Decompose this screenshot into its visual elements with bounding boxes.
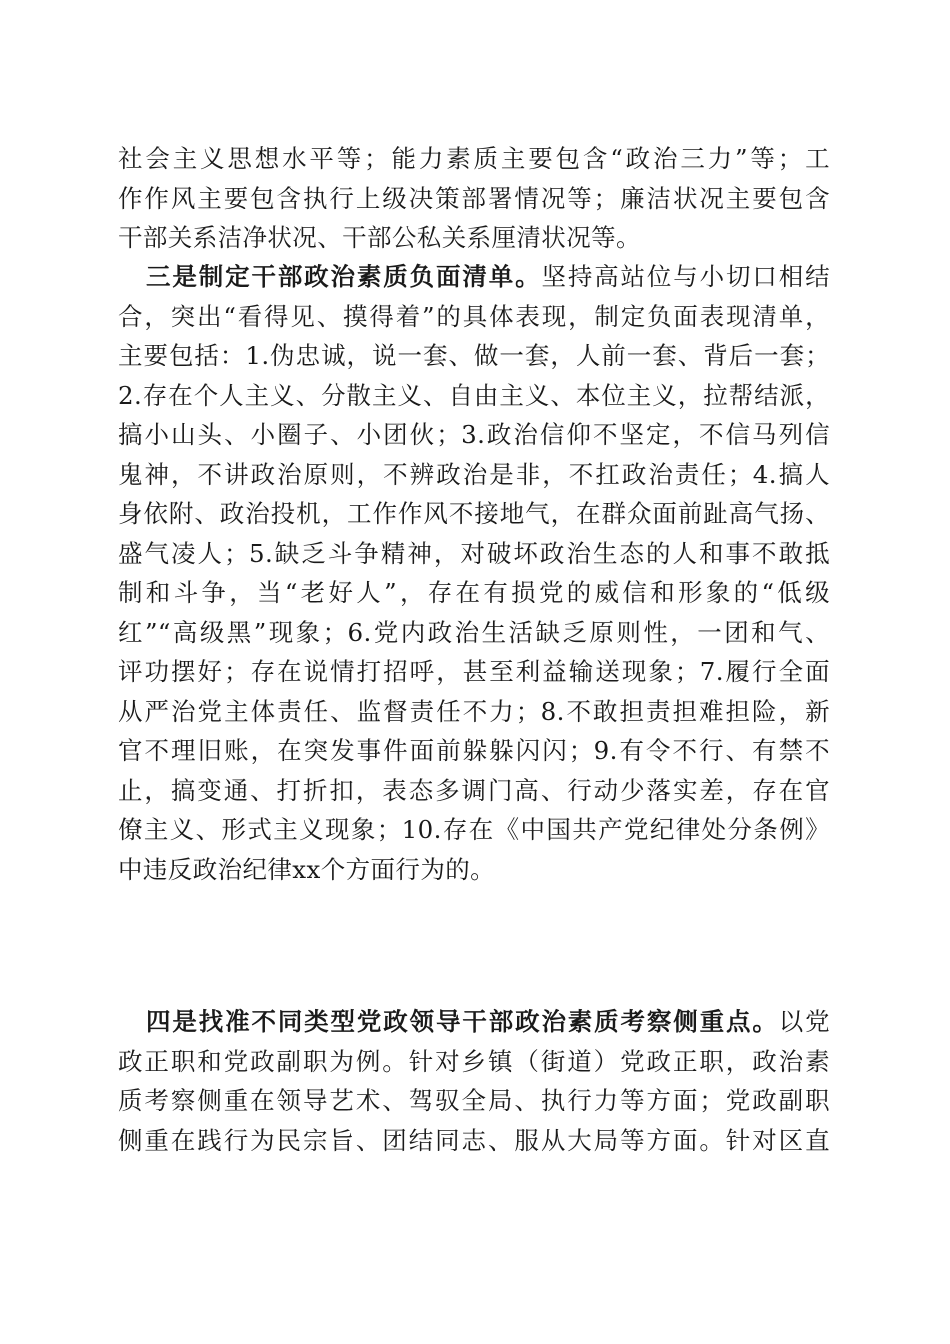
paragraph-3-line-1 — [118, 1002, 830, 1042]
paragraph-2-line-4: 2.存在个人主义、分散主义、自由主义、本位主义，拉帮结派， — [118, 380, 830, 410]
paragraph-3-line-4: 侧重在践行为民宗旨、团结同志、服从大局等方面。针对区直 — [118, 1125, 830, 1155]
paragraph-2-line-12: 从严治党主体责任、监督责任不力；8.不敢担责担难担险，新 — [118, 696, 830, 726]
paragraph-2-lead: 三是制定干部政治素质负面清单。 — [146, 262, 542, 291]
paragraph-3 — [118, 1002, 830, 1160]
paragraph-2-line-5: 搞小山头、小圈子、小团伙；3.政治信仰不坚定，不信马列信 — [118, 420, 830, 449]
paragraph-2-line-16: 中违反政治纪律xx个方面行为的。 — [118, 854, 496, 884]
paragraph-1-line-1: 社会主义思想水平等；能力素质主要包含“政治三力”等；工 — [118, 144, 830, 173]
paragraph-3-line-1-rest: 以党 — [778, 1007, 830, 1036]
paragraph-2-line-10: 红”“高级黑”现象；6.党内政治生活缺乏原则性，一团和气、 — [118, 617, 830, 647]
paragraph-1 — [118, 139, 830, 258]
paragraph-2-line-1-rest: 坚持高站位与小切口相结 — [541, 262, 831, 291]
paragraph-2 — [118, 257, 830, 889]
paragraph-2-line-7: 身依附、政治投机，工作作风不接地气，在群众面前趾高气扬、 — [118, 499, 830, 528]
paragraph-3-line-2: 政正职和党政副职为例。针对乡镇（街道）党政正职，政治素 — [118, 1046, 830, 1076]
paragraph-2-line-2: 合，突出“看得见、摸得着”的具体表现，制定负面表现清单， — [118, 301, 830, 331]
paragraph-2-line-9: 制和斗争，当“老好人”，存在有损党的威信和形象的“低级 — [118, 578, 830, 607]
paragraph-2-line-15: 僚主义、形式主义现象；10.存在《中国共产党纪律处分条例》 — [118, 815, 830, 844]
paragraph-2-line-13: 官不理旧账，在突发事件面前躲躲闪闪；9.有令不行、有禁不 — [118, 736, 830, 765]
paragraph-3-line-3: 质考察侧重在领导艺术、驾驭全局、执行力等方面；党政副职 — [118, 1086, 830, 1115]
paragraph-3-lead: 四是找准不同类型党政领导干部政治素质考察侧重点。 — [146, 1007, 779, 1036]
paragraph-1-line-3: 干部关系洁净状况、干部公私关系厘清状况等。 — [118, 223, 641, 252]
paragraph-2-line-1 — [118, 257, 830, 297]
paragraph-2-line-6: 鬼神，不讲政治原则，不辨政治是非，不扛政治责任；4.搞人 — [118, 459, 830, 489]
paragraph-2-line-8: 盛气凌人；5.缺乏斗争精神，对破坏政治生态的人和事不敢抵 — [118, 538, 830, 568]
paragraph-1-line-2: 作作风主要包含执行上级决策部署情况等；廉洁状况主要包含 — [118, 183, 830, 213]
paragraph-2-line-14: 止，搞变通、打折扣，表态多调门高、行动少落实差，存在官 — [118, 775, 830, 805]
paragraph-2-line-3: 主要包括：1.伪忠诚，说一套、做一套，人前一套、背后一套； — [118, 341, 830, 370]
paragraph-2-line-11: 评功摆好；存在说情打招呼，甚至利益输送现象；7.履行全面 — [118, 657, 830, 686]
